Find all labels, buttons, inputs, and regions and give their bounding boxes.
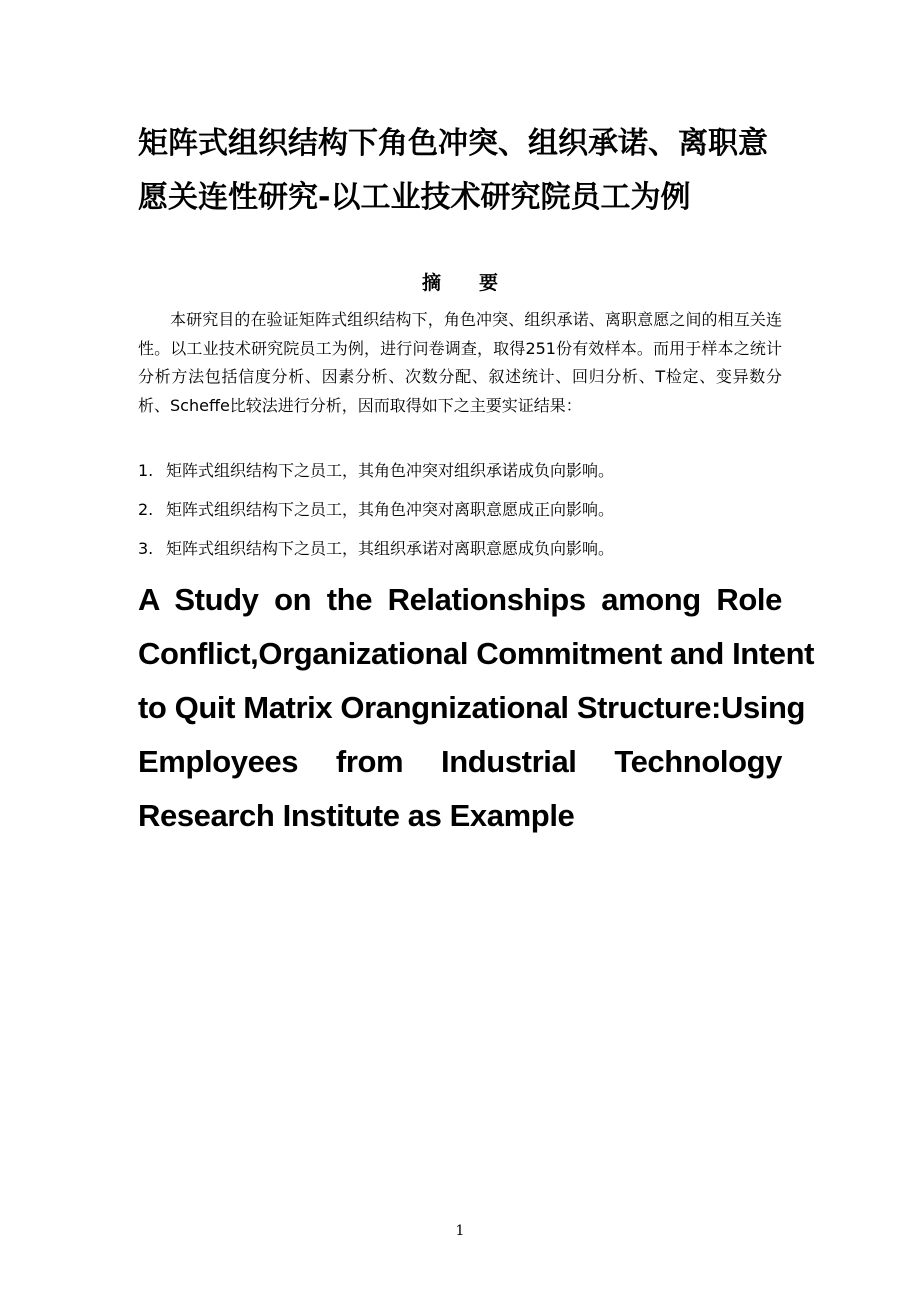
- finding-text: 矩阵式组织结构下之员工，其角色冲突对组织承诺成负向影响。: [166, 461, 615, 480]
- abstract-heading: [0, 268, 920, 298]
- abstract-body: 本研究目的在验证矩阵式组织结构下，角色冲突、组织承诺、离职意愿之间的相互关连性。以工业技术研究院员工为例，进行问卷调查，取得251份有效样本。而用于样本之统计分析方法包括信度分析、因素分析、次数分配、叙述统计、回归分析、T检定、变异数分析、Scheffe比较法进行分析，因而取得如下之主要实证结果：: [138, 310, 782, 415]
- english-title-line-1: A Study on the Relationships among Role: [138, 582, 782, 617]
- english-title-line-3: to Quit Matrix Orangnizational Structure:Using: [138, 690, 806, 725]
- page-number: 1: [455, 1223, 465, 1239]
- chinese-title-line-2: 愿关连性研究-以工业技术研究院员工为例: [138, 180, 691, 215]
- english-title-line-2: Conflict,Organizational Commitment and Intent: [138, 636, 815, 671]
- chinese-title: [138, 117, 788, 225]
- abstract-heading-char-1: 摘: [421, 272, 441, 294]
- finding-item: [138, 498, 788, 522]
- finding-number: 2.: [138, 500, 154, 519]
- english-title-line-5: Research Institute as Example: [138, 798, 575, 833]
- finding-item: [138, 537, 788, 561]
- english-title: [138, 573, 815, 843]
- abstract-heading-char-2: 要: [479, 272, 499, 294]
- chinese-title-line-1: 矩阵式组织结构下角色冲突、组织承诺、离职意: [138, 126, 768, 161]
- finding-number: 3.: [138, 539, 154, 558]
- finding-item: [138, 459, 788, 483]
- finding-number: 1.: [138, 461, 154, 480]
- english-title-line-4: Employees from Industrial Technology: [138, 744, 782, 779]
- finding-text: 矩阵式组织结构下之员工，其角色冲突对离职意愿成正向影响。: [166, 500, 615, 519]
- finding-text: 矩阵式组织结构下之员工，其组织承诺对离职意愿成负向影响。: [166, 539, 615, 558]
